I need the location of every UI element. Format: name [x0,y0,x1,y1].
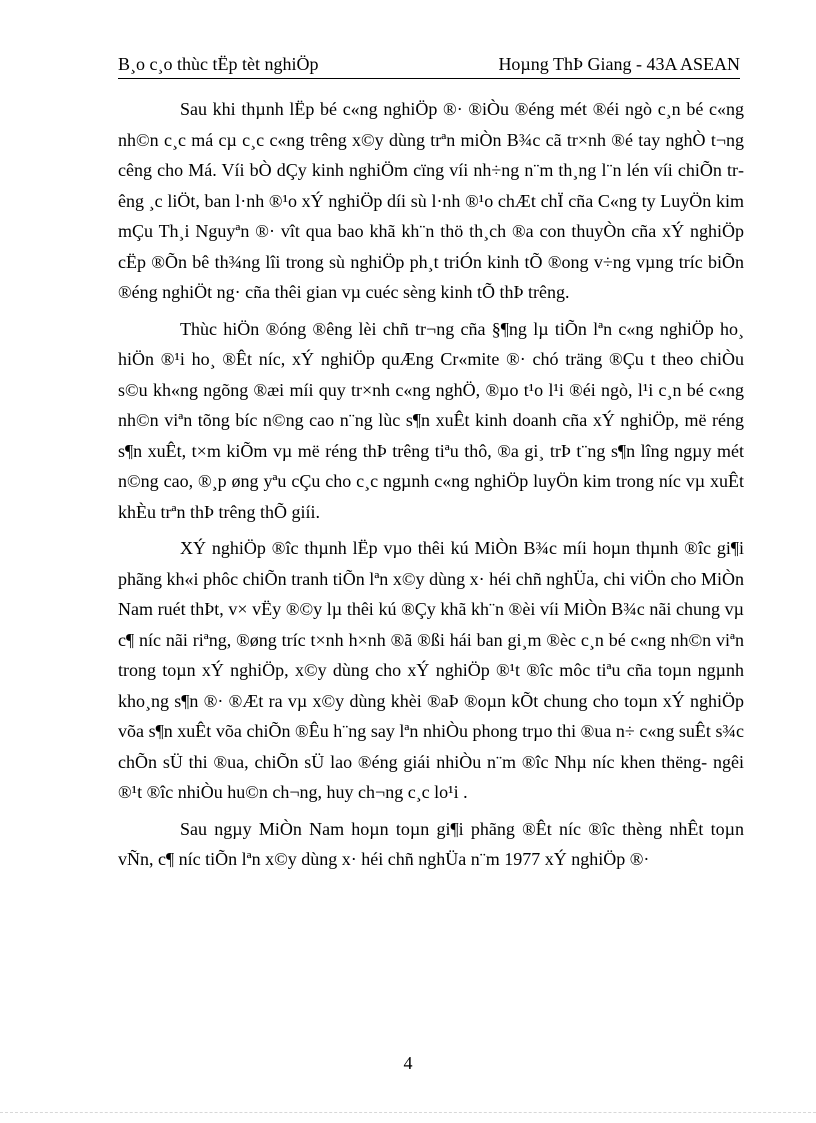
header-report-title: B¸o c¸o thùc tËp tèt nghiÖp [118,54,319,74]
page-bottom-rule [0,1112,816,1113]
paragraph: Thùc hiÖn ®óng ®êng lèi chñ tr¬ng cña §¶ng lµ tiÕn lªn c«ng nghiÖp ho¸ hiÖn ®¹i ho¸ ®Êt níc, xÝ nghiÖp quÆng Cr«mite ®· chó träng ®Çu t theo chiÒu s©u kh«ng ngõng ®æi míi quy tr×nh c«ng nghÖ, ®µo t¹o l¹i ®éi ngò, l¹i c¸n bé c«ng nh©n viªn tõng bíc n©ng cao n¨ng lùc s¶n xuÊt kinh doanh cña xÝ nghiÖp, më réng s¶n xuÊt, t×m kiÕm vµ më réng thÞ trêng tiªu thô, ®a gi¸ trÞ t¨ng s¶n lîng ngµy mét n©ng cao, ®¸p øng yªu cÇu cho c¸c ngµnh c«ng nghiÖp luyÖn kim trong níc vµ xuÊt khÈu trªn thÞ trêng thÕ giíi. [118,318,744,522]
paragraph: Sau khi thµnh lËp bé c«ng nghiÖp ®· ®iÒu ®éng mét ®éi ngò c¸n bé c«ng nh©n c¸c má cµ c¸c c«ng trêng x©y dùng trªn miÒn B¾c cã tr×nh ®é tay nghÒ t¬ng cêng cho Má. Víi bÒ dÇy kinh nghiÖm cïng víi nh÷ng n¨m th¸ng l¨n lén víi chiÕn trêng ¸c liÖt, ban l·nh ®¹o xÝ nghiÖp díi sù l·nh ®¹o chÆt chÏ cña C«ng ty LuyÖn kim mÇu Th¸i Nguyªn ®· vît qua bao khã kh¨n thö th¸ch ®a con thuyÒn cña xÝ nghiÖp cËp ®Õn bê th¾ng lîi trong sù nghiÖp ph¸t triÓn kinh tÕ ®ong v÷ng vµng tríc biÕn ®éng nghiÖt ng· cña thêi gian vµ cuéc sèng kinh tÕ thÞ trêng. [118,99,744,302]
paragraph: XÝ nghiÖp ®îc thµnh lËp vµo thêi kú MiÒn B¾c míi hoµn thµnh ®îc gi¶i phãng kh«i phôc chiÕn tranh tiÕn lªn x©y dùng x· héi chñ nghÜa, chi viÖn cho MiÒn Nam ruét thÞt, v× vËy ®©y lµ thêi kú ®Çy khã kh¨n ®èi víi MiÒn B¾c nãi chung vµ c¶ níc nãi riªng, ®øng tríc t×nh h×nh ®ã ®ßi hái ban gi¸m ®èc c¸n bé c«ng nh©n viªn trong toµn xÝ nghiÖp, x©y dùng cho xÝ nghiÖp ®¹t ®îc môc tiªu cña toµn ngµnh kho¸ng s¶n ®· ®Æt ra vµ x©y dùng khèi ®aÞ ®oµn kÕt chung cho toµn xÝ nghiÖp võa s¶n xuÊt võa chiÕn ®Êu h¨ng say lªn nhiÒu phong trµo thi ®ua n÷ c«ng suÊt s¾c chÕn sÜ thi ®ua, chiÕn sÜ lao ®éng giái nhiÒu n¨m ®îc Nhµ níc khen thëng- ngêi ®¹t ®îc nhiÒu hu©n ch¬ng, huy ch¬ng c¸c lo¹i . [118,538,744,802]
paragraph: Sau ngµy MiÒn Nam hoµn toµn gi¶i phãng ®Êt níc ®îc thèng nhÊt toµn vÑn, c¶ níc tiÕn lªn x©y dùng x· héi chñ nghÜa n¨m 1977 xÝ nghiÖp ®· [118,818,744,869]
page-header [118,52,740,79]
document-body [118,94,744,875]
page-number: 4 [403,1053,413,1073]
header-author: Hoµng ThÞ Giang - 43A ASEAN [498,54,740,74]
